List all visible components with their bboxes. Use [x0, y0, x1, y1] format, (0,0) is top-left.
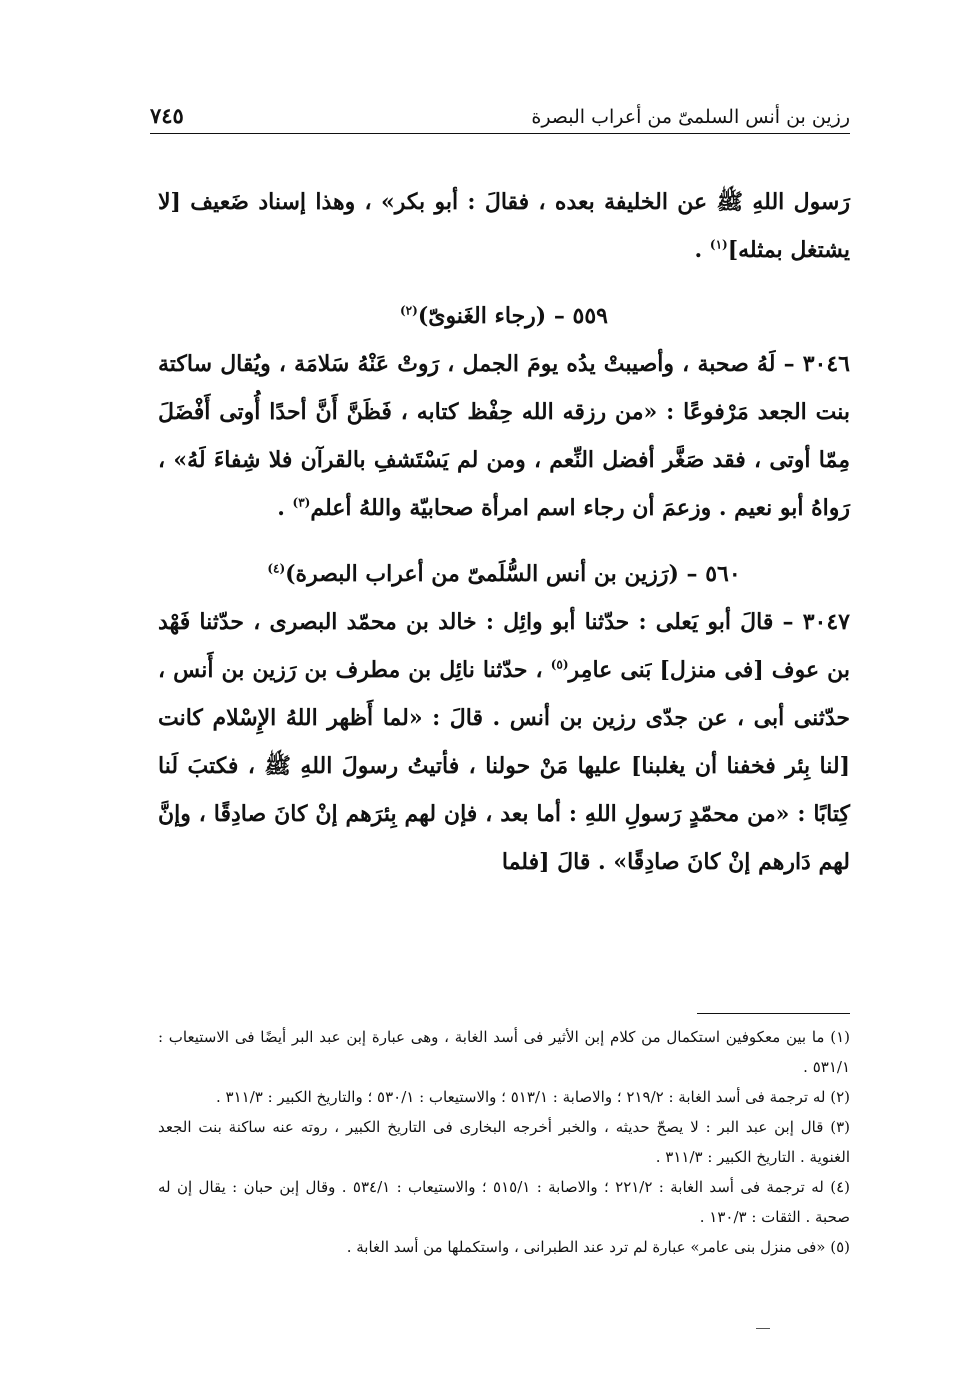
footnote-4: (٤) له ترجمة فى أسد الغابة : ٢٢١/٢ ؛ والاصابة : ٥١٥/١ ؛ والاستيعاب : ٥٣٤/١ . وقال إبن حبان : يقال إن له صحبة . الثقات : ١٣٠/٣ .	[158, 1178, 850, 1226]
paragraph-text: ٣٠٤٧ – قالَ أبو يَعلى : حدّثنا أبو وائِل : خالد بن محمّد البصرى ، حدّثنا فَهْد بن عوف [فى منزل] بَنى عامِر	[158, 609, 850, 683]
paragraph-end: .	[694, 237, 710, 263]
heading-text: ٥٦٠ – (رَزين بن أنس السُّلَمىّ من أعراب البصرة)	[285, 561, 741, 587]
header-divider	[150, 133, 850, 134]
page-end-mark	[756, 1328, 770, 1329]
entry-heading-560	[158, 550, 850, 598]
footnote-ref-3: (٣)	[292, 495, 311, 510]
page-number: ٧٤٥	[150, 103, 184, 128]
entry-3047	[158, 598, 850, 886]
footnotes	[158, 1022, 850, 1262]
paragraph-text: ٣٠٤٦ – لَهُ صحبة ، وأصيبتْ يدُه يومَ الجمل ، رَوتْ عَنْهُ سَلامَة ، ويُقال ساكتة بنت الجعد مَرْفوعًا : «من رزقه الله حِفْظ كتابه ، فَظَنَّ أَنَّ أحدًا أُوتى أَفْضَلَ مِمّا أوتى ، فقد صَغَّر أفضل النِّعم ، ومن لم يَسْتَشفِ بالقرآن فلا شِفاءَ لَهُ» ، رَواهُ أبو نعيم . وزعمَ أن رجاء اسم امرأة صحابيّة واللهُ أعلم	[158, 351, 850, 521]
footnote-ref-1: (١)	[709, 237, 728, 252]
heading-text: ٥٥٩ – (رجاء الغَنوىّ)	[417, 303, 608, 329]
footnote-1: (١) ما بين معكوفين استكمال من كلام إبن الأثير فى أسد الغابة ، وهى عبارة إبن عبد البر أيضًا فى الاستيعاب : ٥٣١/١ .	[158, 1028, 850, 1076]
footnote-divider	[697, 1013, 850, 1014]
paragraph-text: رَسول اللهِ ﷺ عن الخليفة بعده ، فقالَ : أبو بكر» ، وهذا إسناد ضَعيف [لا يشتغل بمثله]	[158, 189, 850, 263]
header-title: رزين بن أنس السلمىّ من أعراب البصرة	[531, 106, 850, 128]
paragraph-continuation	[158, 178, 850, 274]
footnote-ref-5: (٥)	[550, 657, 569, 672]
footnote-3: (٣) قال إبن عبد البر : لا يصحّ حديثه ، والخبر أخرجه البخارى فى التاريخ الكبير ، روته عنه ساكنة بنت الجعد الغنوية . التاريخ الكبير : ٣١١/٣ .	[158, 1118, 850, 1166]
running-header	[150, 88, 850, 128]
footnote-ref-2: (٢)	[399, 303, 418, 318]
entry-heading-559	[158, 292, 850, 340]
footnote-2: (٢) له ترجمة فى أسد الغابة : ٢١٩/٢ ؛ والاصابة : ٥١٣/١ ؛ والاستيعاب : ٥٣٠/١ ؛ والتاريخ الكبير : ٣١١/٣ .	[216, 1088, 850, 1106]
paragraph-end: .	[277, 495, 293, 521]
footnote-5: (٥) «فى منزل بنى عامر» عبارة لم ترد عند الطبرانى ، واستكملها من أسد الغابة .	[346, 1238, 850, 1256]
footnote-ref-4: (٤)	[267, 561, 286, 576]
paragraph-text: ، حدّثنا نائِل بن مطرف بن رَزين بن أَنس ، حدّثنى أبى ، عن جدّى رزين بن أنس . قالَ : «لما أَظهر اللهُ الإِسْلام كانت [لنا بِئر فخفنا أن يغلبنا] عليها مَنْ حولنا ، فأتيتُ رسولَ اللهِ ﷺ ، فكتبَ لَنا كِتابًا : «من محمّدٍ رَسولِ اللهِ : أما بعد ، فإن لهم بِئرَهم إنْ كانَ صادِقًا ، وإنَّ لهم دَارهم إنْ كانَ صادِقًا» . قالَ [فلما	[158, 657, 850, 875]
entry-3046	[158, 340, 850, 532]
main-text	[158, 178, 850, 886]
